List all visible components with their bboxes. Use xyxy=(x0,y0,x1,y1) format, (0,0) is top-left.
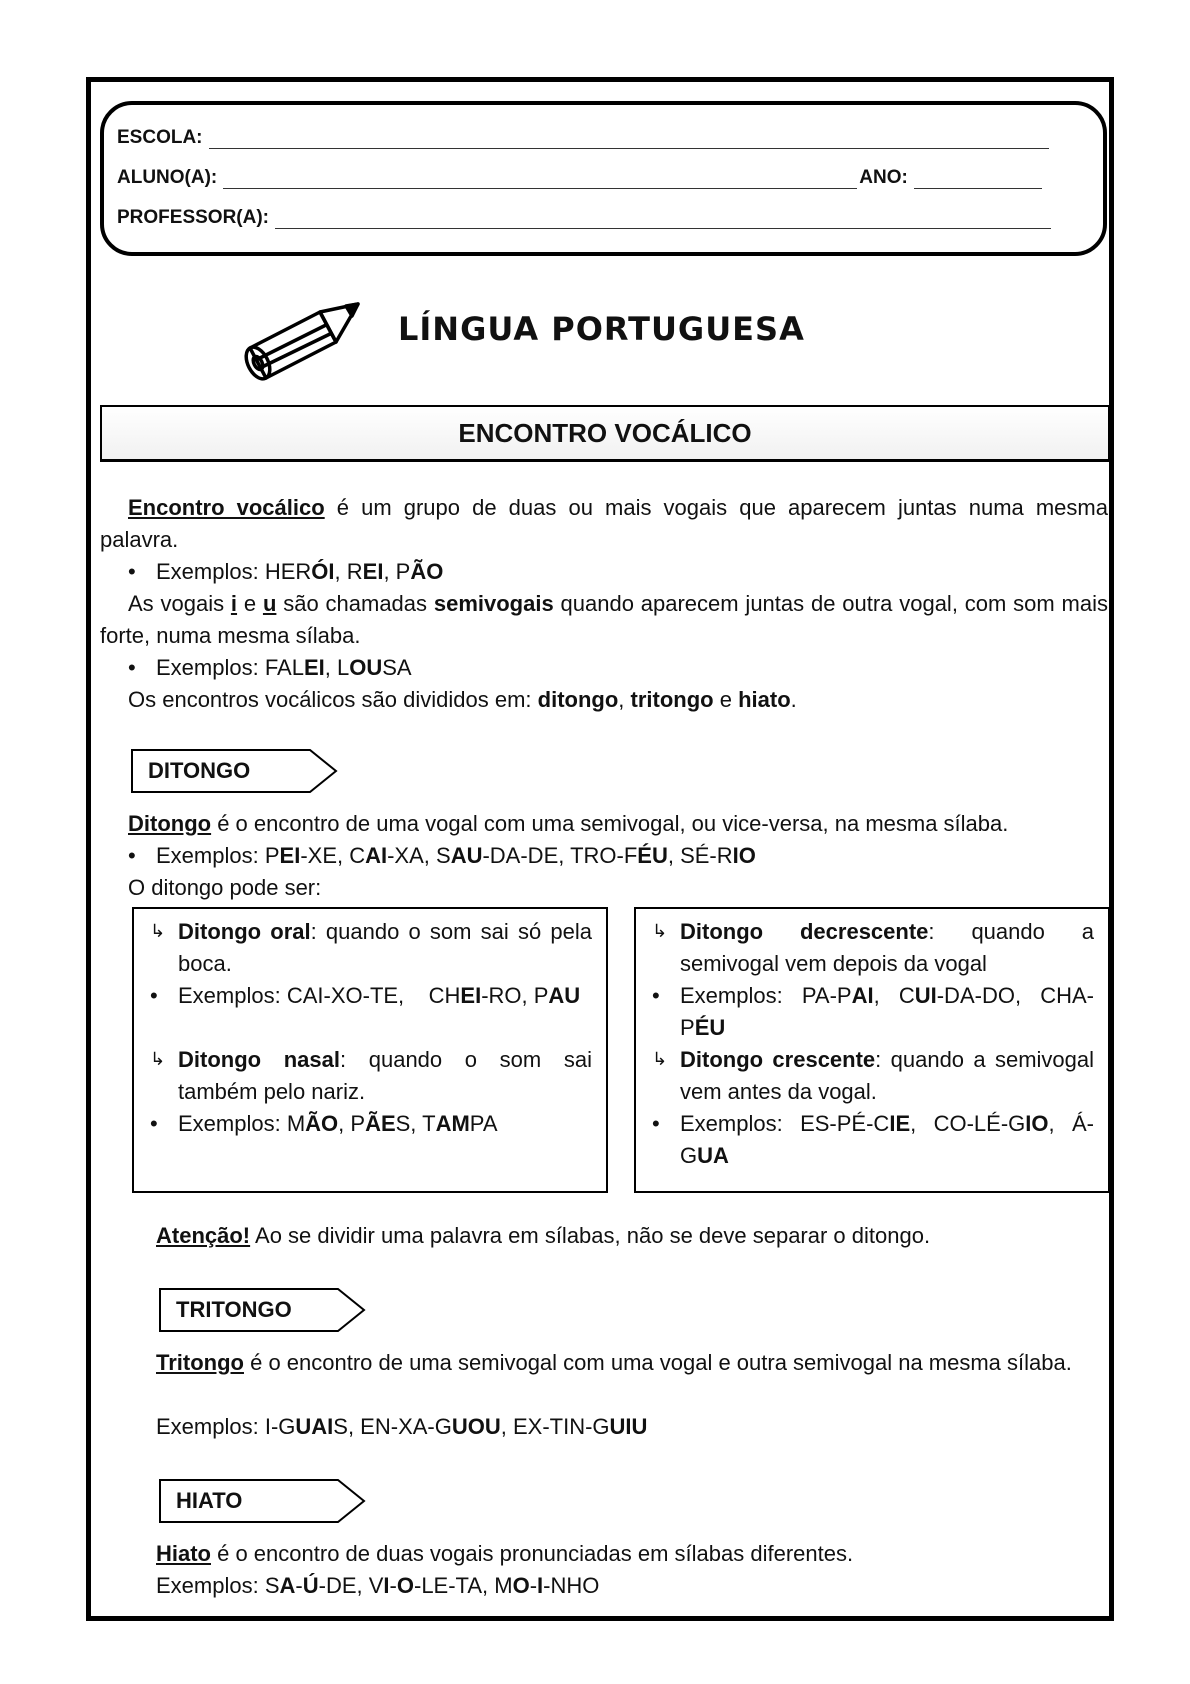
text-run: As vogais xyxy=(128,591,231,616)
example-vowel-group: IE xyxy=(889,1111,911,1136)
arrow-icon: ↳ xyxy=(652,1049,668,1070)
example-text: , SÉ-R xyxy=(667,843,733,868)
ditongo-can-be: O ditongo pode ser: xyxy=(128,875,322,900)
intro-examples-1 xyxy=(128,556,443,588)
text-run: . xyxy=(790,687,797,712)
text-run: : quando o som sai também pelo nariz. xyxy=(178,1047,592,1104)
aluno-row xyxy=(117,167,1042,189)
example-text: -NHO xyxy=(543,1573,600,1598)
intro-examples-2 xyxy=(128,652,412,684)
vowel-i: i xyxy=(230,591,238,616)
ditongo-tag xyxy=(130,748,340,792)
example-text: -DA-DO, CHA-P xyxy=(680,983,1094,1040)
ditongo-tag-label: DITONGO xyxy=(148,758,251,783)
text-run: : quando o som sai só pela boca. xyxy=(178,919,593,976)
example-text: - xyxy=(295,1573,303,1598)
example-text: SA xyxy=(382,655,412,680)
example-vowel-group: EI xyxy=(303,655,325,680)
example-list xyxy=(287,1111,498,1136)
example-text: - xyxy=(389,1573,397,1598)
aluno-field[interactable] xyxy=(223,170,857,189)
example-vowel-group: AI xyxy=(365,843,388,868)
example-text: P xyxy=(264,843,280,868)
examples-label: Exemplos: xyxy=(680,983,802,1008)
example-vowel-group: ÓI xyxy=(311,559,335,584)
ditongo-term: Ditongo xyxy=(128,811,212,836)
crescente-item xyxy=(652,1044,1095,1108)
example-vowel-group: UIU xyxy=(609,1414,648,1439)
ditongo-term: ditongo xyxy=(537,687,619,712)
vowel-u: u xyxy=(262,591,277,616)
text-run: é o encontro de duas vogais pronunciadas em sílabas diferentes. xyxy=(211,1541,854,1566)
example-list xyxy=(265,1414,648,1439)
example-text: , EX-TIN-G xyxy=(500,1414,610,1439)
decrescente-examples xyxy=(652,980,1094,1044)
hiato-term: Hiato xyxy=(156,1541,211,1566)
example-vowel-group: UOU xyxy=(451,1414,501,1439)
hiato-examples xyxy=(156,1570,599,1602)
example-text: M xyxy=(286,1111,306,1136)
text-run: : quando a semivogal vem depois da vogal xyxy=(680,919,1095,976)
hiato-tag xyxy=(158,1478,368,1522)
crescente-examples xyxy=(652,1108,1094,1172)
tritongo-definition xyxy=(156,1347,1090,1379)
ano-field[interactable] xyxy=(914,170,1042,189)
intro-paragraph xyxy=(100,492,1108,556)
escola-field[interactable] xyxy=(209,130,1049,149)
example-text: -RO, P xyxy=(481,983,549,1008)
examples-label: Exemplos: xyxy=(156,559,265,584)
tritongo-term: Tritongo xyxy=(156,1350,244,1375)
example-vowel-group: A xyxy=(279,1573,296,1598)
tritongo-examples xyxy=(156,1411,647,1443)
example-text: S xyxy=(264,1573,280,1598)
example-text: CAI-XO-TE, CH xyxy=(286,983,461,1008)
example-text: , Á-G xyxy=(680,1111,1094,1168)
example-vowel-group: O xyxy=(396,1573,414,1598)
example-vowel-group: UI xyxy=(914,983,937,1008)
tritongo-term: tritongo xyxy=(630,687,714,712)
text-run: e xyxy=(713,687,739,712)
example-vowel-group: ÃE xyxy=(365,1111,396,1136)
nasal-examples xyxy=(150,1108,592,1140)
escola-label: ESCOLA: xyxy=(117,127,203,148)
arrow-icon: ↳ xyxy=(150,921,166,942)
text-run: , xyxy=(618,687,631,712)
examples-label: Exemplos: xyxy=(178,1111,287,1136)
hiato-tag-label: HIATO xyxy=(176,1488,243,1513)
oral-examples xyxy=(150,980,592,1012)
example-text: ES-PÉ-C xyxy=(800,1111,890,1136)
attention-note xyxy=(156,1220,930,1252)
text-run: Ao se dividir uma palavra em sílabas, não se deve separar o ditongo. xyxy=(250,1223,931,1248)
oral-item xyxy=(150,916,593,980)
examples-label: Exemplos: xyxy=(178,983,287,1008)
crescente-term: Ditongo crescente xyxy=(680,1047,876,1072)
text-run: quando aparecem juntas de outra vogal, com som mais forte, numa mesma sílaba. xyxy=(100,591,1108,648)
pencil-icon xyxy=(242,296,368,397)
example-list xyxy=(265,559,444,584)
division-sentence xyxy=(128,684,797,716)
text-run: são chamadas xyxy=(276,591,434,616)
example-vowel-group: EI xyxy=(460,983,482,1008)
decrescente-term: Ditongo decrescente xyxy=(680,919,929,944)
nasal-term: Ditongo nasal xyxy=(178,1047,340,1072)
text-run: e xyxy=(237,591,263,616)
text-run: é o encontro de uma vogal com uma semivogal, ou vice-versa, na mesma sílaba. xyxy=(211,811,1009,836)
example-text: , P xyxy=(338,1111,366,1136)
topic-title: ENCONTRO VOCÁLICO xyxy=(458,417,752,448)
aluno-label: ALUNO(A): xyxy=(117,167,218,188)
example-text: , R xyxy=(334,559,363,584)
tritongo-tag xyxy=(158,1287,368,1331)
professor-field[interactable] xyxy=(275,210,1051,229)
example-vowel-group: EI xyxy=(279,843,301,868)
example-vowel-group: IO xyxy=(732,843,756,868)
text-run: : quando a semivogal vem antes da vogal. xyxy=(680,1047,1095,1104)
example-text: -XA, S xyxy=(387,843,451,868)
example-text: HER xyxy=(264,559,312,584)
oral-term: Ditongo oral xyxy=(178,919,311,944)
example-text: -XE, C xyxy=(300,843,366,868)
arrow-icon: ↳ xyxy=(150,1049,166,1070)
intro-definition: é um grupo de duas ou mais vogais que aparecem juntas numa mesma palavra. xyxy=(100,495,1108,552)
text-run: é o encontro de uma semivogal com uma vogal e outra semivogal na mesma sílaba. xyxy=(243,1350,1072,1375)
tritongo-tag-label: TRITONGO xyxy=(176,1297,292,1322)
example-vowel-group: OU xyxy=(349,655,383,680)
professor-row xyxy=(117,207,1051,229)
bullet-icon: • xyxy=(652,1111,660,1136)
example-text: -LE-TA, M xyxy=(414,1573,513,1598)
arrow-icon: ↳ xyxy=(652,921,668,942)
example-text: , CO-LÉ-G xyxy=(910,1111,1026,1136)
examples-label: Exemplos: xyxy=(680,1111,801,1136)
example-text: , C xyxy=(873,983,915,1008)
example-text: -DE, V xyxy=(318,1573,384,1598)
text-run: Os encontros vocálicos são divididos em: xyxy=(128,687,538,712)
example-list xyxy=(265,1573,600,1598)
examples-label: Exemplos: xyxy=(156,1414,265,1439)
nasal-item xyxy=(150,1044,592,1108)
ditongo-definition xyxy=(128,808,1008,840)
example-vowel-group: Ú xyxy=(302,1573,319,1598)
example-vowel-group: AI xyxy=(851,983,874,1008)
bullet-icon: • xyxy=(652,983,660,1008)
example-vowel-group: AU xyxy=(450,843,483,868)
example-vowel-group: ÃO xyxy=(410,559,444,584)
subject-title: LÍNGUA PORTUGUESA xyxy=(398,310,805,348)
professor-label: PROFESSOR(A): xyxy=(117,207,269,228)
semivogais-term: semivogais xyxy=(433,591,554,616)
examples-label: Exemplos: xyxy=(156,1573,265,1598)
bullet-icon: • xyxy=(150,983,158,1008)
example-vowel-group: AU xyxy=(548,983,581,1008)
examples-label: Exemplos: xyxy=(156,843,265,868)
example-vowel-group: ÉU xyxy=(637,843,668,868)
example-text: FAL xyxy=(264,655,304,680)
decrescente-item xyxy=(652,916,1095,980)
hiato-term: hiato xyxy=(738,687,791,712)
example-text: , P xyxy=(383,559,411,584)
examples-label: Exemplos: xyxy=(156,655,265,680)
example-list xyxy=(265,655,412,680)
example-text: I-G xyxy=(264,1414,296,1439)
attention-label: Atenção! xyxy=(156,1223,251,1248)
example-vowel-group: EI xyxy=(362,559,384,584)
example-vowel-group: ÃO xyxy=(305,1111,339,1136)
example-text: PA-P xyxy=(801,983,852,1008)
example-text: - xyxy=(529,1573,538,1598)
example-text: S, T xyxy=(395,1111,436,1136)
example-vowel-group: UAI xyxy=(295,1414,334,1439)
example-vowel-group: I xyxy=(383,1573,390,1598)
ditongo-examples xyxy=(128,840,756,872)
example-vowel-group: UA xyxy=(697,1143,729,1168)
example-text: , L xyxy=(324,655,350,680)
intro-term: Encontro vocálico xyxy=(128,495,325,520)
example-vowel-group: O xyxy=(512,1573,530,1598)
example-list xyxy=(265,843,756,868)
hiato-definition xyxy=(156,1538,853,1570)
example-vowel-group: I xyxy=(537,1573,544,1598)
example-vowel-group: AM xyxy=(435,1111,470,1136)
example-text: -DA-DE, TRO-F xyxy=(482,843,638,868)
example-text: PA xyxy=(469,1111,498,1136)
example-text: S, EN-XA-G xyxy=(333,1414,452,1439)
example-vowel-group: IO xyxy=(1025,1111,1049,1136)
ano-label: ANO: xyxy=(859,167,908,188)
topic-banner xyxy=(100,405,1111,462)
bullet-icon: • xyxy=(150,1111,158,1136)
escola-row xyxy=(117,127,1049,149)
example-list xyxy=(287,983,580,1008)
semivogais-paragraph xyxy=(100,588,1108,652)
example-vowel-group: ÉU xyxy=(694,1015,726,1040)
